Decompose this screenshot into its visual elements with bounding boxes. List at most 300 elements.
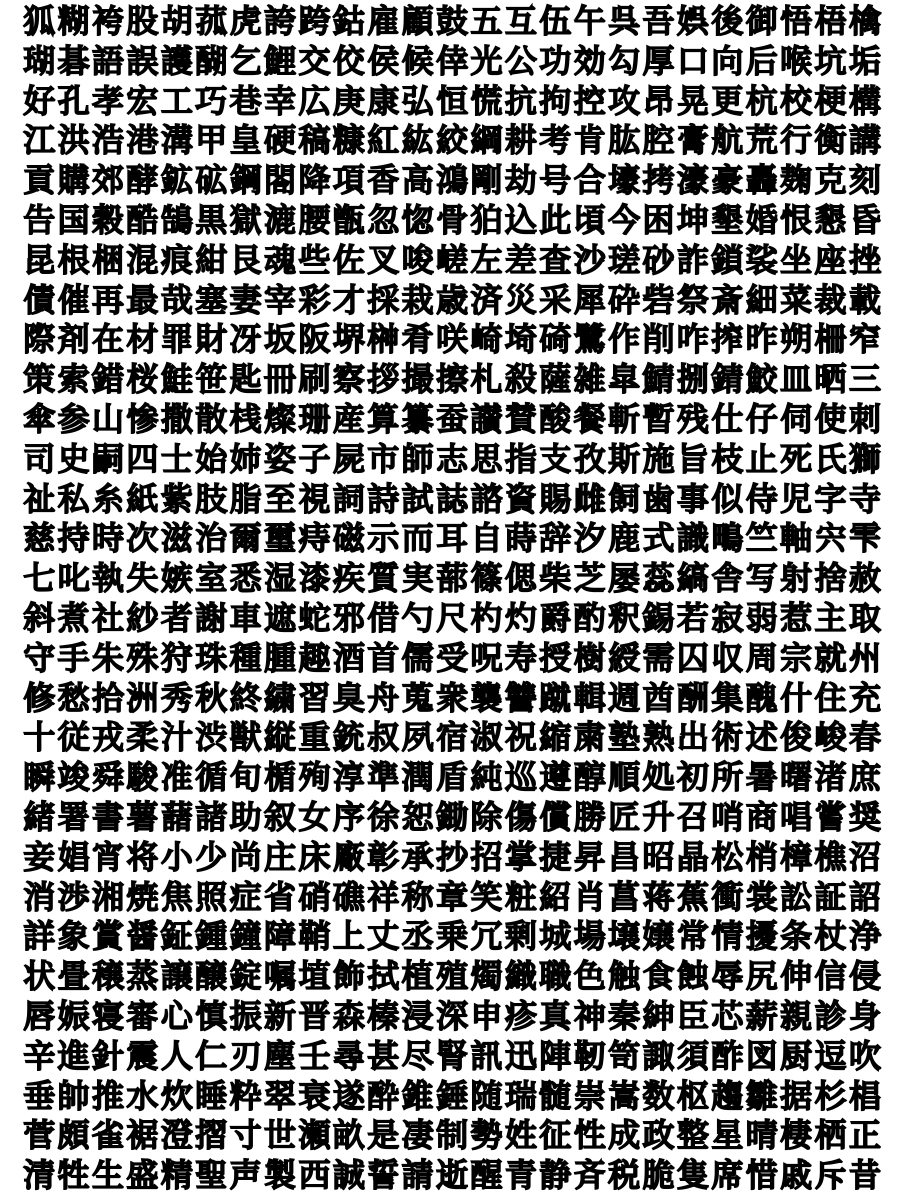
- kanji-glyph: 寝: [92, 997, 125, 1035]
- kanji-glyph: 状: [23, 957, 56, 996]
- kanji-glyph: 鼓: [436, 2, 469, 40]
- glyph-row: [22, 1077, 882, 1115]
- kanji-glyph: 術: [711, 718, 744, 757]
- kanji-glyph: 埼: [504, 320, 537, 359]
- kanji-glyph: 恕: [401, 798, 434, 836]
- kanji-glyph: 搾: [711, 320, 744, 359]
- kanji-glyph: 遮: [264, 599, 297, 637]
- kanji-glyph: 軸: [780, 519, 813, 558]
- kanji-glyph: 梢: [745, 837, 778, 876]
- kanji-glyph: 焦: [160, 877, 193, 916]
- kanji-glyph: 候: [401, 41, 434, 80]
- kanji-glyph: 出: [676, 718, 709, 757]
- kanji-glyph: 師: [401, 439, 434, 478]
- kanji-glyph: 拷: [642, 161, 675, 200]
- kanji-glyph: 娼: [57, 837, 90, 876]
- glyph-row: [22, 1116, 882, 1154]
- kanji-glyph: 寺: [848, 479, 881, 518]
- kanji-glyph: 吾: [642, 2, 675, 40]
- kanji-glyph: 裳: [745, 877, 778, 916]
- kanji-glyph: 修: [23, 678, 56, 717]
- kanji-glyph: 諏: [642, 1036, 675, 1075]
- kanji-glyph: 従: [57, 718, 90, 757]
- kanji-glyph: 晃: [676, 81, 709, 120]
- kanji-glyph: 陣: [539, 1036, 572, 1075]
- kanji-glyph: 訊: [470, 1036, 503, 1075]
- kanji-glyph: 裾: [126, 1116, 159, 1155]
- kanji-glyph: 咲: [436, 320, 469, 359]
- kanji-glyph: 惹: [780, 599, 813, 637]
- kanji-glyph: 菰: [195, 2, 228, 40]
- kanji-glyph: 州: [848, 638, 881, 677]
- kanji-glyph: 柵: [814, 320, 847, 359]
- kanji-glyph: 召: [676, 798, 709, 836]
- kanji-glyph: 若: [676, 599, 709, 637]
- kanji-glyph: 斬: [608, 400, 641, 438]
- kanji-glyph: 汐: [573, 519, 606, 558]
- kanji-glyph: 喉: [780, 41, 813, 80]
- kanji-glyph: 仕: [711, 400, 744, 438]
- kanji-glyph: 赦: [848, 559, 881, 598]
- kanji-glyph: 誓: [367, 1156, 400, 1195]
- kanji-glyph: 就: [814, 638, 847, 677]
- kanji-glyph: 春: [848, 718, 881, 757]
- glyph-row: [22, 917, 882, 955]
- kanji-glyph: 宿: [436, 718, 469, 757]
- kanji-glyph: 糊: [57, 2, 90, 40]
- kanji-glyph: 巡: [504, 758, 537, 797]
- kanji-glyph: 雛: [745, 1076, 778, 1115]
- kanji-glyph: 暑: [745, 758, 778, 797]
- kanji-glyph: 梗: [814, 81, 847, 120]
- kanji-glyph: 詩: [367, 479, 400, 518]
- kanji-glyph: 斥: [814, 1156, 847, 1195]
- kanji-glyph: 珊: [298, 400, 331, 438]
- kanji-glyph: 終: [229, 678, 262, 717]
- kanji-glyph: 功: [539, 41, 572, 80]
- kanji-glyph: 柴: [539, 559, 572, 598]
- kanji-glyph: 真: [539, 997, 572, 1035]
- kanji-glyph: 笹: [195, 360, 228, 399]
- kanji-glyph: 残: [676, 400, 709, 438]
- kanji-glyph: 衆: [436, 678, 469, 717]
- kanji-glyph: 窄: [848, 320, 881, 359]
- kanji-glyph: 忽: [367, 201, 400, 239]
- kanji-glyph: 酢: [711, 1036, 744, 1075]
- kanji-glyph: 朔: [780, 320, 813, 359]
- kanji-glyph: 書: [92, 798, 125, 836]
- kanji-glyph: 事: [676, 479, 709, 518]
- kanji-glyph: 畝: [332, 1116, 365, 1155]
- kanji-glyph: 斉: [573, 1156, 606, 1195]
- kanji-glyph: 杉: [814, 1076, 847, 1115]
- kanji-glyph: 済: [470, 280, 503, 319]
- kanji-glyph: 皐: [608, 360, 641, 399]
- kanji-glyph: 身: [848, 997, 881, 1035]
- kanji-glyph: 冊: [264, 360, 297, 399]
- kanji-glyph: 航: [711, 121, 744, 160]
- kanji-glyph: 薪: [745, 997, 778, 1035]
- glyph-row: [22, 121, 882, 159]
- kanji-glyph: 訟: [780, 877, 813, 916]
- kanji-glyph: 漉: [264, 201, 297, 239]
- kanji-glyph: 司: [23, 439, 56, 478]
- kanji-glyph: 俊: [780, 718, 813, 757]
- kanji-glyph: 栽: [401, 280, 434, 319]
- kanji-glyph: 秋: [195, 678, 228, 717]
- kanji-glyph: 随: [470, 1076, 503, 1115]
- kanji-glyph: 罪: [160, 320, 193, 359]
- kanji-glyph: 嵩: [608, 1076, 641, 1115]
- kanji-glyph: 瀬: [298, 1116, 331, 1155]
- kanji-glyph: 紹: [539, 877, 572, 916]
- kanji-glyph: 璽: [264, 519, 297, 558]
- kanji-glyph: 砿: [195, 161, 228, 200]
- kanji-glyph: 困: [642, 201, 675, 239]
- glyph-row: [22, 957, 882, 995]
- kanji-glyph: 鷺: [573, 320, 606, 359]
- kanji-glyph: 洪: [57, 121, 90, 160]
- kanji-glyph: 什: [780, 678, 813, 717]
- kanji-glyph: 腔: [642, 121, 675, 160]
- kanji-glyph: 瑚: [23, 41, 56, 80]
- kanji-glyph: 峻: [814, 718, 847, 757]
- kanji-glyph: 紺: [195, 240, 228, 279]
- kanji-glyph: 醸: [195, 957, 228, 996]
- kanji-glyph: 護: [160, 41, 193, 80]
- kanji-glyph: 酌: [573, 599, 606, 637]
- kanji-glyph: 御: [745, 2, 778, 40]
- kanji-glyph: 松: [711, 837, 744, 876]
- kanji-glyph: 釈: [608, 599, 641, 637]
- kanji-glyph: 惨: [126, 400, 159, 438]
- kanji-glyph: 洲: [126, 678, 159, 717]
- kanji-glyph: 実: [401, 559, 434, 598]
- kanji-glyph: 資: [504, 479, 537, 518]
- kanji-glyph: 進: [57, 1036, 90, 1075]
- kanji-glyph: 傘: [23, 400, 56, 438]
- kanji-glyph: 習: [298, 678, 331, 717]
- kanji-glyph: 数: [642, 1076, 675, 1115]
- kanji-glyph: 瞬: [23, 758, 56, 797]
- kanji-glyph: 叙: [264, 798, 297, 836]
- kanji-glyph: 碁: [57, 41, 90, 80]
- kanji-glyph: 思: [470, 439, 503, 478]
- kanji-glyph: 沙: [573, 240, 606, 279]
- kanji-glyph: 交: [298, 41, 331, 80]
- kanji-glyph: 鯉: [264, 41, 297, 80]
- kanji-glyph: 昏: [848, 201, 881, 239]
- kanji-glyph: 銃: [332, 718, 365, 757]
- kanji-glyph: 最: [126, 280, 159, 319]
- kanji-glyph: 錠: [229, 957, 262, 996]
- kanji-glyph: 図: [745, 1036, 778, 1075]
- kanji-glyph: 克: [814, 161, 847, 200]
- kanji-glyph: 触: [608, 957, 641, 996]
- kanji-glyph: 寂: [711, 599, 744, 637]
- kanji-glyph: 檎: [848, 2, 881, 40]
- kanji-glyph: 孝: [92, 81, 125, 120]
- kanji-glyph: 公: [504, 41, 537, 80]
- kanji-glyph: 宍: [814, 519, 847, 558]
- kanji-glyph: 告: [23, 201, 56, 239]
- kanji-glyph: 光: [470, 41, 503, 80]
- kanji-glyph: 挫: [848, 240, 881, 279]
- kanji-glyph: 持: [57, 519, 90, 558]
- glyph-row: [22, 161, 882, 199]
- kanji-glyph: 趨: [711, 1076, 744, 1115]
- kanji-glyph: 紙: [126, 479, 159, 518]
- kanji-glyph: 閤: [264, 161, 297, 200]
- kanji-glyph: 腎: [436, 1036, 469, 1075]
- kanji-glyph: 牲: [57, 1156, 90, 1195]
- kanji-glyph: 湘: [92, 877, 125, 916]
- kanji-glyph: 坐: [780, 240, 813, 279]
- kanji-glyph: 庚: [332, 81, 365, 120]
- kanji-glyph: 匙: [229, 360, 262, 399]
- kanji-glyph: 溝: [160, 121, 193, 160]
- glyph-row: [22, 599, 882, 637]
- kanji-glyph: 子: [298, 439, 331, 478]
- kanji-glyph: 嗣: [92, 439, 125, 478]
- kanji-glyph: 匠: [608, 798, 641, 836]
- kanji-glyph: 裁: [814, 280, 847, 319]
- kanji-glyph: 肢: [195, 479, 228, 518]
- kanji-glyph: 醤: [126, 917, 159, 956]
- kanji-glyph: 詐: [676, 240, 709, 279]
- kanji-glyph: 妾: [23, 837, 56, 876]
- kanji-glyph: 裟: [745, 240, 778, 279]
- kanji-glyph: 而: [401, 519, 434, 558]
- kanji-glyph: 後: [711, 2, 744, 40]
- kanji-glyph: 垢: [848, 41, 881, 80]
- kanji-glyph: 産: [332, 400, 365, 438]
- kanji-glyph: 席: [711, 1156, 744, 1195]
- kanji-glyph: 鮫: [745, 360, 778, 399]
- glyph-row: [22, 2, 882, 40]
- kanji-glyph: 鋼: [229, 161, 262, 200]
- kanji-glyph: 者: [160, 599, 193, 637]
- kanji-glyph: 歳: [436, 280, 469, 319]
- kanji-glyph: 砂: [642, 240, 675, 279]
- kanji-glyph: 薩: [539, 360, 572, 399]
- kanji-glyph: 刷: [298, 360, 331, 399]
- glyph-row: [22, 679, 882, 717]
- kanji-glyph: 淳: [332, 758, 365, 797]
- glyph-row: [22, 480, 882, 518]
- kanji-glyph: 阪: [298, 320, 331, 359]
- kanji-glyph: 迅: [504, 1036, 537, 1075]
- kanji-glyph: 勾: [608, 41, 641, 80]
- kanji-glyph: 婚: [745, 201, 778, 239]
- kanji-glyph: 蒐: [401, 678, 434, 717]
- kanji-glyph: 尽: [401, 1036, 434, 1075]
- kanji-glyph: 獅: [848, 439, 881, 478]
- kanji-glyph: 酔: [367, 1076, 400, 1115]
- kanji-glyph: 砦: [642, 280, 675, 319]
- kanji-glyph: 戎: [92, 718, 125, 757]
- kanji-glyph: 士: [160, 439, 193, 478]
- kanji-glyph: 条: [780, 917, 813, 956]
- kanji-glyph: 篠: [470, 559, 503, 598]
- kanji-glyph: 青: [504, 1156, 537, 1195]
- kanji-glyph: 製: [264, 1156, 297, 1195]
- kanji-glyph: 向: [711, 41, 744, 80]
- kanji-glyph: 剤: [57, 320, 90, 359]
- kanji-glyph: 硬: [264, 121, 297, 160]
- kanji-glyph: 充: [848, 678, 881, 717]
- kanji-glyph: 国: [57, 201, 90, 239]
- kanji-glyph: 囚: [676, 638, 709, 677]
- kanji-glyph: 構: [848, 81, 881, 120]
- kanji-glyph: 税: [608, 1156, 641, 1195]
- kanji-glyph: 此: [539, 201, 572, 239]
- kanji-glyph: 淑: [470, 718, 503, 757]
- kanji-glyph: 酋: [642, 678, 675, 717]
- kanji-glyph: 柔: [126, 718, 159, 757]
- kanji-glyph: 秦: [608, 997, 641, 1035]
- kanji-glyph: 始: [195, 439, 228, 478]
- kanji-glyph: 碕: [539, 320, 572, 359]
- kanji-glyph: 執: [92, 559, 125, 598]
- kanji-glyph: 招: [470, 837, 503, 876]
- kanji-glyph: 織: [504, 957, 537, 996]
- kanji-glyph: 纂: [401, 400, 434, 438]
- kanji-glyph: 酒: [332, 638, 365, 677]
- glyph-row: [22, 718, 882, 756]
- kanji-glyph: 察: [332, 360, 365, 399]
- kanji-glyph: 雑: [573, 360, 606, 399]
- kanji-glyph: 錯: [92, 360, 125, 399]
- kanji-glyph: 昔: [848, 1156, 881, 1195]
- kanji-glyph: 笥: [608, 1036, 641, 1075]
- kanji-glyph: 帥: [57, 1076, 90, 1115]
- kanji-glyph: 祥: [367, 877, 400, 916]
- kanji-glyph: 盾: [436, 758, 469, 797]
- kanji-glyph: 轟: [745, 161, 778, 200]
- kanji-glyph: 助: [229, 798, 262, 836]
- kanji-glyph: 穣: [92, 957, 125, 996]
- kanji-glyph: 姓: [504, 1116, 537, 1155]
- kanji-glyph: 考: [539, 121, 572, 160]
- kanji-glyph: 講: [848, 121, 881, 160]
- kanji-glyph: 郊: [92, 161, 125, 200]
- kanji-glyph: 崇: [573, 1076, 606, 1115]
- kanji-glyph: 跨: [298, 2, 331, 40]
- kanji-glyph: 港: [126, 121, 159, 160]
- kanji-glyph: 山: [92, 400, 125, 438]
- kanji-glyph: 睡: [195, 1076, 228, 1115]
- kanji-glyph: 宵: [92, 837, 125, 876]
- kanji-glyph: 宗: [780, 638, 813, 677]
- kanji-glyph: 衰: [298, 1076, 331, 1115]
- kanji-glyph: 逝: [436, 1156, 469, 1195]
- kanji-glyph: 声: [229, 1156, 262, 1195]
- kanji-glyph: 繍: [264, 678, 297, 717]
- kanji-glyph: 材: [126, 320, 159, 359]
- kanji-glyph: 梧: [814, 2, 847, 40]
- glyph-row: [22, 360, 882, 398]
- kanji-glyph: 純: [470, 758, 503, 797]
- kanji-glyph: 菜: [780, 280, 813, 319]
- kanji-glyph: 嘱: [264, 957, 297, 996]
- kanji-glyph: 礁: [332, 877, 365, 916]
- kanji-glyph: 堺: [332, 320, 365, 359]
- kanji-glyph: 笑: [470, 877, 503, 916]
- kanji-glyph: 晴: [745, 1116, 778, 1155]
- glyph-row: [22, 201, 882, 239]
- kanji-glyph: 剰: [504, 917, 537, 956]
- kanji-glyph: 将: [126, 837, 159, 876]
- kanji-glyph: 娠: [57, 997, 90, 1035]
- kanji-glyph: 酷: [126, 201, 159, 239]
- kanji-glyph: 懇: [814, 201, 847, 239]
- kanji-glyph: 森: [332, 997, 365, 1035]
- kanji-glyph: 腰: [298, 201, 331, 239]
- kanji-glyph: 頗: [57, 1116, 90, 1155]
- kanji-glyph: 請: [401, 1156, 434, 1195]
- kanji-glyph: 城: [539, 917, 572, 956]
- glyph-row: [22, 559, 882, 597]
- kanji-glyph: 昆: [23, 240, 56, 279]
- kanji-glyph: 斜: [23, 599, 56, 637]
- kanji-glyph: 述: [745, 718, 778, 757]
- kanji-glyph: 栖: [814, 1116, 847, 1155]
- kanji-glyph: 縮: [539, 718, 572, 757]
- kanji-glyph: 口: [676, 41, 709, 80]
- kanji-glyph: 震: [126, 1036, 159, 1075]
- kanji-glyph: 市: [367, 439, 400, 478]
- kanji-glyph: 舟: [367, 678, 400, 717]
- glyph-row: [22, 878, 882, 916]
- kanji-glyph: 質: [367, 559, 400, 598]
- kanji-glyph: 紗: [126, 599, 159, 637]
- kanji-glyph: 晋: [298, 997, 331, 1035]
- kanji-glyph: 膏: [676, 121, 709, 160]
- kanji-glyph: 庶: [848, 758, 881, 797]
- kanji-glyph: 荒: [745, 121, 778, 160]
- kanji-glyph: 商: [745, 798, 778, 836]
- glyph-row: [22, 400, 882, 438]
- kanji-glyph: 粧: [504, 877, 537, 916]
- kanji-glyph: 正: [848, 1116, 881, 1155]
- glyph-row: [22, 838, 882, 876]
- kanji-glyph: 浸: [401, 997, 434, 1035]
- kanji-glyph: 晶: [676, 837, 709, 876]
- kanji-glyph: 巧: [195, 81, 228, 120]
- kanji-glyph: 弘: [401, 81, 434, 120]
- kanji-glyph: 醜: [745, 678, 778, 717]
- kanji-glyph: 恒: [436, 81, 469, 120]
- kanji-glyph: 惜: [745, 1156, 778, 1195]
- kanji-glyph: 根: [57, 240, 90, 279]
- kanji-glyph: 嵯: [436, 240, 469, 279]
- kanji-glyph: 刃: [229, 1036, 262, 1075]
- kanji-glyph: 式: [642, 519, 675, 558]
- kanji-glyph: 些: [298, 240, 331, 279]
- kanji-glyph: 絞: [436, 121, 469, 160]
- kanji-glyph: 桜: [126, 360, 159, 399]
- kanji-glyph: 高: [401, 161, 434, 200]
- kanji-glyph: 紘: [401, 121, 434, 160]
- kanji-glyph: 痕: [160, 240, 193, 279]
- kanji-glyph: 攻: [608, 81, 641, 120]
- kanji-glyph: 静: [539, 1156, 572, 1195]
- kanji-glyph: 侵: [848, 957, 881, 996]
- kanji-glyph: 袴: [92, 2, 125, 40]
- kanji-glyph: 週: [608, 678, 641, 717]
- kanji-glyph: 彩: [298, 280, 331, 319]
